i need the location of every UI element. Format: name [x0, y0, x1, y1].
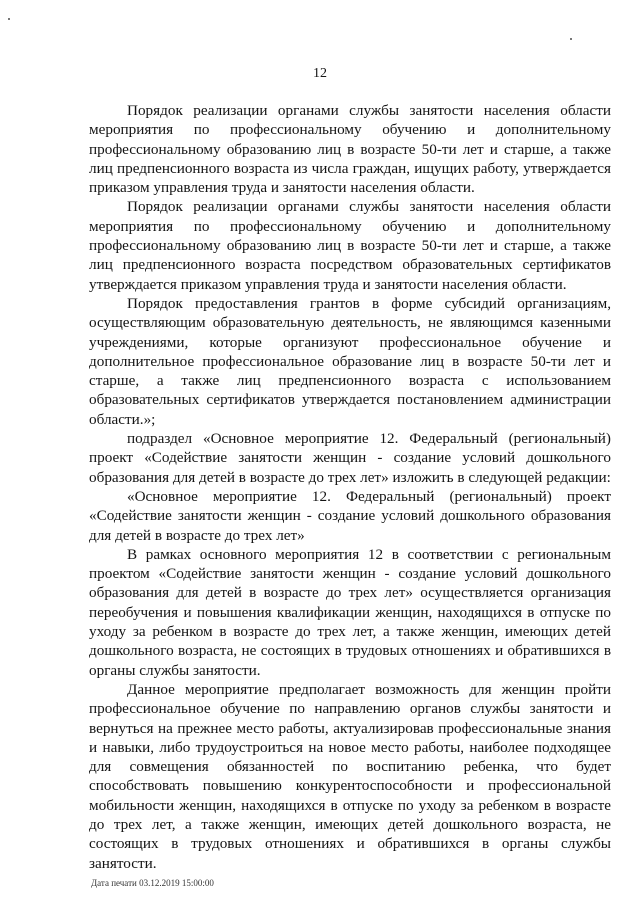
paragraph-4: подраздел «Основное мероприятие 12. Федеральный (региональный) проект «Содействие занятости женщин - создание условий дошкольного образования для детей в возрасте до трех лет» изложить в следующей редакции: [89, 430, 611, 486]
paragraph-5: «Основное мероприятие 12. Федеральный (региональный) проект «Содействие занятости женщин - создание условий дошкольного образования для детей в возрасте до трех лет» [89, 487, 611, 544]
document-body [89, 101, 611, 873]
paragraph-7: Данное мероприятие предполагает возможность для женщин пройти профессиональное обучение по направлению органов службы занятости и вернуться на прежнее место работы, актуализировав профессиональные знания и навыки, либо трудоустроиться на новое место работы, наиболее подходящее для совмещения обязанностей по воспитанию ребенка, что будет способствовать повышению конкурентоспособности и профессиональной мобильности женщин, находящихся в отпуске по уходу за ребенком в возрасте до трех лет, а также женщин, имеющих детей дошкольного возраста, не состоящих в трудовых отношениях и обратившихся в органы службы занятости. [89, 680, 611, 872]
print-date-footer: Дата печати 03.12.2019 15:00:00 [91, 878, 214, 888]
paragraph-3: Порядок предоставления грантов в форме субсидий организациям, осуществляющим образовательную деятельность, не являющимся казенными учреждениями, которые организуют профессиональное обучение и дополнительное профессиональное образование лиц в возрасте 50-ти лет и старше, а также лиц предпенсионного возраста с использованием образовательных сертификатов утверждается постановлением администрации области.»; [89, 294, 611, 428]
scan-speck [570, 38, 572, 40]
paragraph-6: В рамках основного мероприятия 12 в соответствии с региональным проектом «Содействие занятости женщин - создание условий дошкольного образования для детей в возрасте до трех лет» осуществляется организация переобучения и повышения квалификации женщин, находящихся в отпуске по уходу за ребенком в возрасте до трех лет, а также женщин, имеющих детей дошкольного возраста, не состоящих в трудовых отношениях и обратившихся в органы службы занятости. [89, 545, 611, 679]
paragraph-1: Порядок реализации органами службы занятости населения области мероприятия по профессиональному обучению и дополнительному профессиональному образованию лиц в возрасте 50-ти лет и старше, а также лиц предпенсионного возраста из числа граждан, ищущих работу, утверждается приказом управления труда и занятости населения области. [89, 102, 611, 197]
paragraph-2: Порядок реализации органами службы занятости населения области мероприятия по профессиональному обучению и дополнительному профессиональному образованию лиц в возрасте 50-ти лет и старше, а также лиц предпенсионного возраста посредством образовательных сертификатов утверждается приказом управления труда и занятости населения области. [89, 198, 611, 293]
scan-speck [8, 18, 10, 20]
page-number: 12 [313, 66, 327, 81]
